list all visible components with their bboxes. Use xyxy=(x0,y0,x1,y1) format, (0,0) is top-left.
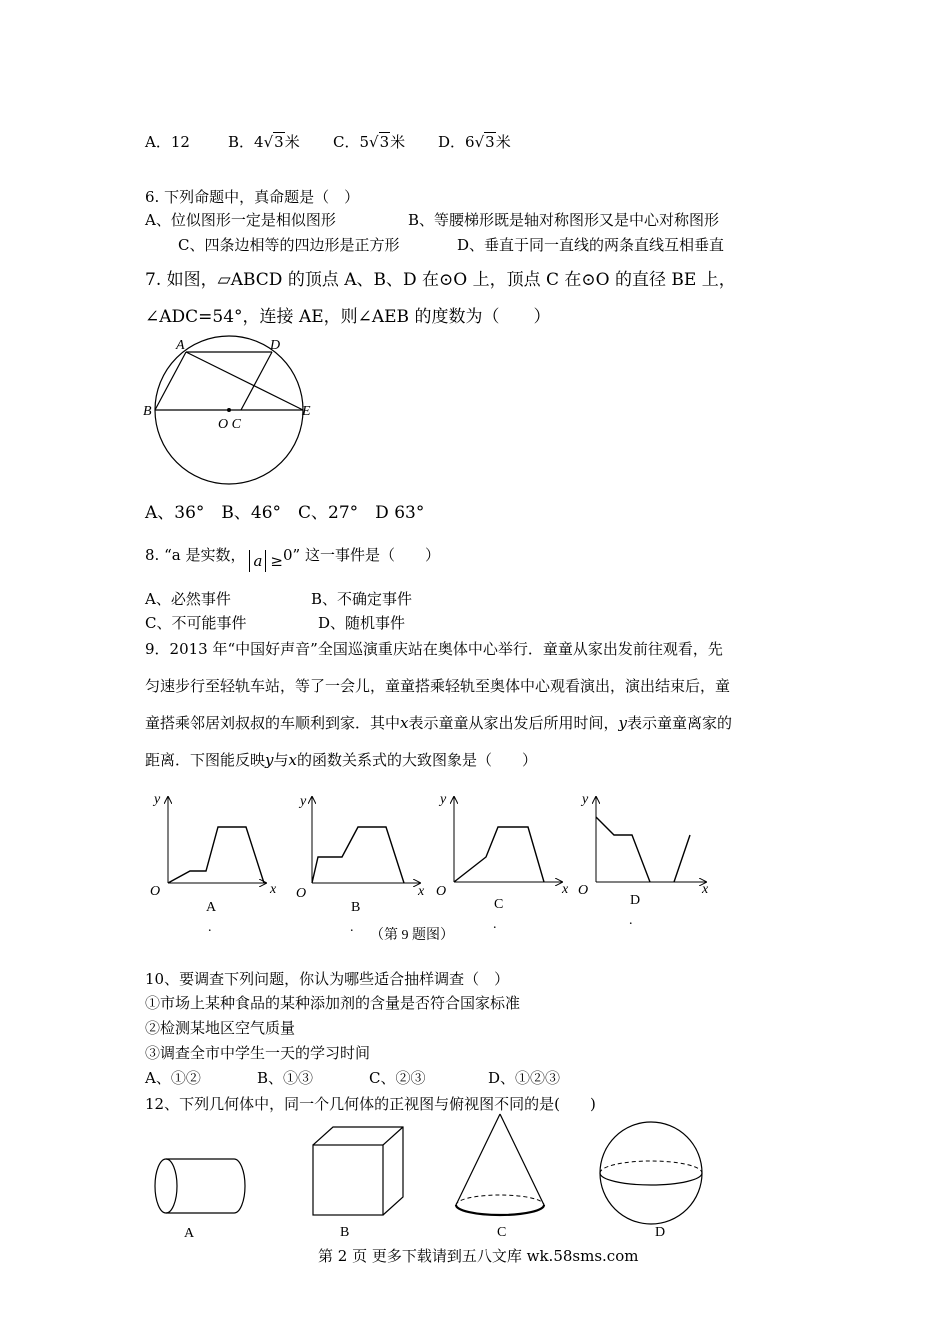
sqrt-symbol: √3 xyxy=(369,133,390,151)
label-oc: O C xyxy=(218,417,241,432)
solid-label-b: B xyxy=(340,1225,350,1240)
side-ab xyxy=(155,352,186,410)
solid-label-c: C xyxy=(497,1225,507,1240)
q8-option-b: B、不确定事件 xyxy=(311,590,413,608)
q10-option-d: D、①②③ xyxy=(488,1069,561,1087)
svg-text:O: O xyxy=(436,884,447,899)
q12-stem: 12、下列几何体中，同一个几何体的正视图与俯视图不同的是( ) xyxy=(145,1095,596,1113)
cube-icon xyxy=(313,1127,403,1240)
svg-text:y: y xyxy=(300,794,307,809)
svg-text:O: O xyxy=(296,886,307,901)
q10-item-1: ①市场上某种食品的某种添加剂的含量是否符合国家标准 xyxy=(145,994,521,1012)
graph-label-c: C xyxy=(494,897,504,912)
q7-circle-figure xyxy=(140,335,320,495)
q8-option-d: D、随机事件 xyxy=(318,614,406,632)
q10-option-a: A、①② xyxy=(145,1069,201,1087)
q9-graphs xyxy=(140,785,720,950)
q5-option-a: A．12 xyxy=(145,133,190,151)
segment-ae xyxy=(186,352,303,410)
graph-a xyxy=(150,792,277,935)
graph-c xyxy=(436,792,569,932)
label-d: D xyxy=(270,338,281,353)
graph-d xyxy=(578,792,709,928)
q8-option-c: C、不可能事件 xyxy=(145,614,247,632)
center-dot xyxy=(227,408,231,412)
label-a: A xyxy=(176,338,185,353)
sphere-icon xyxy=(600,1122,702,1240)
sqrt-symbol: √3 xyxy=(263,133,284,151)
q7-stem-line1: 7. 如图，▱ABCD 的顶点 A、B、D 在⊙O 上，顶点 C 在⊙O 的直径 BE 上， xyxy=(145,270,736,290)
graph-label-d: D xyxy=(630,893,641,908)
svg-text:x: x xyxy=(702,882,709,897)
q5-option-b: B．4√3米 xyxy=(228,133,300,151)
q8-option-a: A、必然事件 xyxy=(145,590,231,608)
q6-option-d: D、垂直于同一直线的两条直线互相垂直 xyxy=(457,236,725,254)
page-footer: 第 2 页 更多下载请到五八文库 wk.58sms.com xyxy=(318,1247,639,1265)
svg-text:x: x xyxy=(418,884,425,899)
label-b: B xyxy=(143,404,152,419)
q10-stem: 10、要调查下列问题，你认为哪些适合抽样调查（ ） xyxy=(145,970,510,988)
q10-item-3: ③调查全市中学生一天的学习时间 xyxy=(145,1044,371,1062)
svg-text:.: . xyxy=(350,920,354,935)
graph-b xyxy=(296,794,425,935)
solid-label-d: D xyxy=(655,1225,666,1240)
q5-option-d: D．6√3米 xyxy=(438,133,511,151)
graph-label-b: B xyxy=(351,900,361,915)
q9-caption: （第 9 题图） xyxy=(370,928,454,943)
q6-option-a: A、位似图形一定是相似图形 xyxy=(145,211,336,229)
q10-item-2: ②检测某地区空气质量 xyxy=(145,1019,296,1037)
q6-stem: 6. 下列命题中，真命题是（ ） xyxy=(145,188,360,206)
q7-answers: A、36° B、46° C、27° D 63° xyxy=(145,503,425,523)
svg-text:x: x xyxy=(270,882,277,897)
cylinder-icon xyxy=(155,1159,245,1241)
q9-stem-line2: 匀速步行至轻轨车站，等了一会儿，童童搭乘轻轨至奥体中心观看演出，演出结束后，童 xyxy=(145,677,731,695)
q12-solids xyxy=(150,1110,710,1245)
svg-text:.: . xyxy=(493,917,497,932)
q8-stem: 8. “a 是实数， a ≥0” 这一事件是（ ） xyxy=(145,546,440,570)
q10-option-c: C、②③ xyxy=(369,1069,426,1087)
svg-text:O: O xyxy=(578,883,589,898)
solid-label-a: A xyxy=(184,1226,195,1241)
sqrt-symbol: √3 xyxy=(474,133,495,151)
label-e: E xyxy=(302,404,311,419)
q5-option-c: C．5√3米 xyxy=(333,133,406,151)
q6-option-b: B、等腰梯形既是轴对称图形又是中心对称图形 xyxy=(408,211,720,229)
graph-label-a: A xyxy=(206,900,217,915)
svg-text:y: y xyxy=(154,792,161,807)
q7-stem-line2: ∠ADC=54°，连接 AE，则∠AEB 的度数为（ ） xyxy=(145,307,551,327)
svg-text:y: y xyxy=(440,792,447,807)
q10-option-b: B、①③ xyxy=(257,1069,314,1087)
svg-text:y: y xyxy=(582,792,589,807)
svg-text:x: x xyxy=(562,882,569,897)
svg-text:.: . xyxy=(629,913,633,928)
svg-text:.: . xyxy=(208,920,212,935)
abs-value-a: a xyxy=(249,550,266,572)
q9-stem-line3: 童搭乘邻居刘叔叔的车顺利到家．其中x表示童童从家出发后所用时间，y表示童童离家的 xyxy=(145,714,732,732)
q6-option-c: C、四条边相等的四边形是正方形 xyxy=(178,236,400,254)
cone-icon xyxy=(456,1114,544,1240)
svg-text:O: O xyxy=(150,884,161,899)
q9-stem-line4: 距离．下图能反映y与x的函数关系式的大致图象是（ ） xyxy=(145,751,537,769)
q9-stem-line1: 9．2013 年“中国好声音”全国巡演重庆站在奥体中心举行．童童从家出发前往观看，先 xyxy=(145,640,723,658)
